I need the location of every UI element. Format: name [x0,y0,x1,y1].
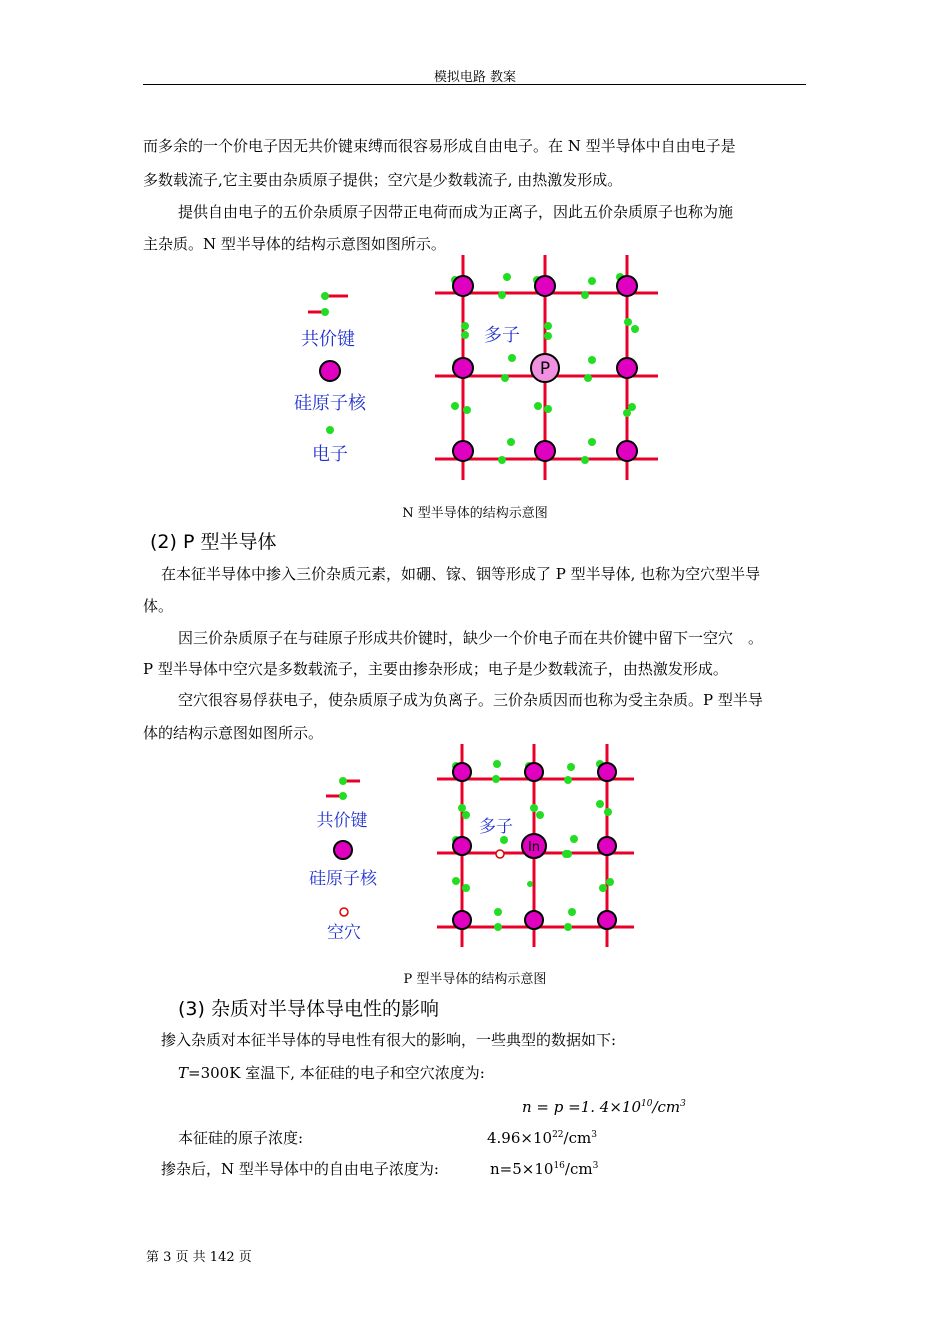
legend-nucleus-label: 硅原子核 [294,393,366,414]
header-rule [143,84,806,85]
legend-electron-symbol [326,426,334,434]
value-unit-exponent: 3 [591,1130,597,1140]
majority-carrier-label: 多子 [479,817,513,837]
value-unit: /cm [563,1129,592,1147]
doped-concentration-value [490,1159,598,1179]
paragraph-line: 体。 [143,597,174,615]
hole-symbol [496,850,504,858]
formula-main: n = p =1. 4×10 [522,1098,641,1116]
formula-unit-exponent: 3 [680,1099,686,1109]
value-exponent: 22 [552,1130,564,1140]
value-unit-exponent: 3 [592,1161,599,1171]
dopant-label: P [539,359,551,379]
value-unit: /cm [564,1160,593,1178]
paragraph-line: 体的结构示意图如图所示。 [143,724,324,742]
majority-carrier-label: 多子 [484,325,520,346]
paragraph-line: 在本征半导体中掺入三价杂质元素，如硼、镓、铟等形成了 P 型半导体, 也称为空穴型半导 [161,565,761,583]
legend-hole-label: 空穴 [327,923,361,943]
value-main: 4.96×10 [487,1129,553,1147]
legend-bond-symbol [326,777,360,800]
paragraph-line [178,1063,485,1083]
paragraph-line: 而多余的一个价电子因无共价键束缚而很容易形成自由电子。在 N 型半导体中自由电子是 [143,137,736,155]
temperature-variable: T [178,1064,189,1082]
legend-nucleus-symbol [334,841,352,859]
page-footer: 第 3 页 共 142 页 [146,1250,252,1265]
paragraph-line: 因三价杂质原子在与硅原子形成共价键时，缺少一个价电子而在共价键中留下一空穴 。 [178,629,764,647]
legend-bond-label: 共价键 [316,811,368,831]
legend-bond-label: 共价键 [301,329,355,350]
paragraph-line: 主杂质。N 型半导体的结构示意图如图所示。 [143,235,446,253]
legend-nucleus-label: 硅原子核 [309,869,377,889]
atom-concentration-value [487,1128,597,1148]
p-type-structure-figure [300,742,650,960]
value-main: n=5×10 [490,1160,554,1178]
section-heading: (2) P 型半导体 [150,531,277,553]
formula-exponent: 10 [640,1099,653,1109]
figure-caption: P 型半导体的结构示意图 [403,972,547,987]
paragraph-line: 多数载流子,它主要由杂质原子提供；空穴是少数载流子, 由热激发形成。 [143,171,623,189]
formula-unit: /cm [652,1098,681,1116]
atom-concentration-label: 本征硅的原子浓度: [178,1129,304,1147]
legend-electron-label: 电子 [312,444,348,465]
legend-bond-symbol [308,292,348,316]
legend-nucleus-symbol [320,361,340,381]
section-heading: (3) 杂质对半导体导电性的影响 [178,998,439,1020]
intrinsic-concentration-formula [522,1097,686,1117]
temperature-text: =300K 室温下, 本征硅的电子和空穴浓度为: [188,1064,485,1082]
value-exponent: 16 [553,1161,565,1171]
paragraph-line: 提供自由电子的五价杂质原子因带正电荷而成为正离子，因此五价杂质原子也称为施 [178,203,734,221]
dopant-label: In [527,840,541,855]
legend-hole-symbol [340,908,348,916]
n-type-structure-figure [280,250,680,490]
figure-caption: N 型半导体的结构示意图 [402,506,548,521]
paragraph-line: P 型半导体中空穴是多数载流子，主要由掺杂形成；电子是少数载流子，由热激发形成。 [143,660,728,678]
page-header: 模拟电路 教案 [433,70,517,85]
paragraph-line: 掺入杂质对本征半导体的导电性有很大的影响，一些典型的数据如下: [161,1031,617,1049]
paragraph-line: 空穴很容易俘获电子，使杂质原子成为负离子。三价杂质因而也称为受主杂质。P 型半导 [178,691,763,709]
doped-concentration-label: 掺杂后，N 型半导体中的自由电子浓度为: [161,1160,439,1178]
